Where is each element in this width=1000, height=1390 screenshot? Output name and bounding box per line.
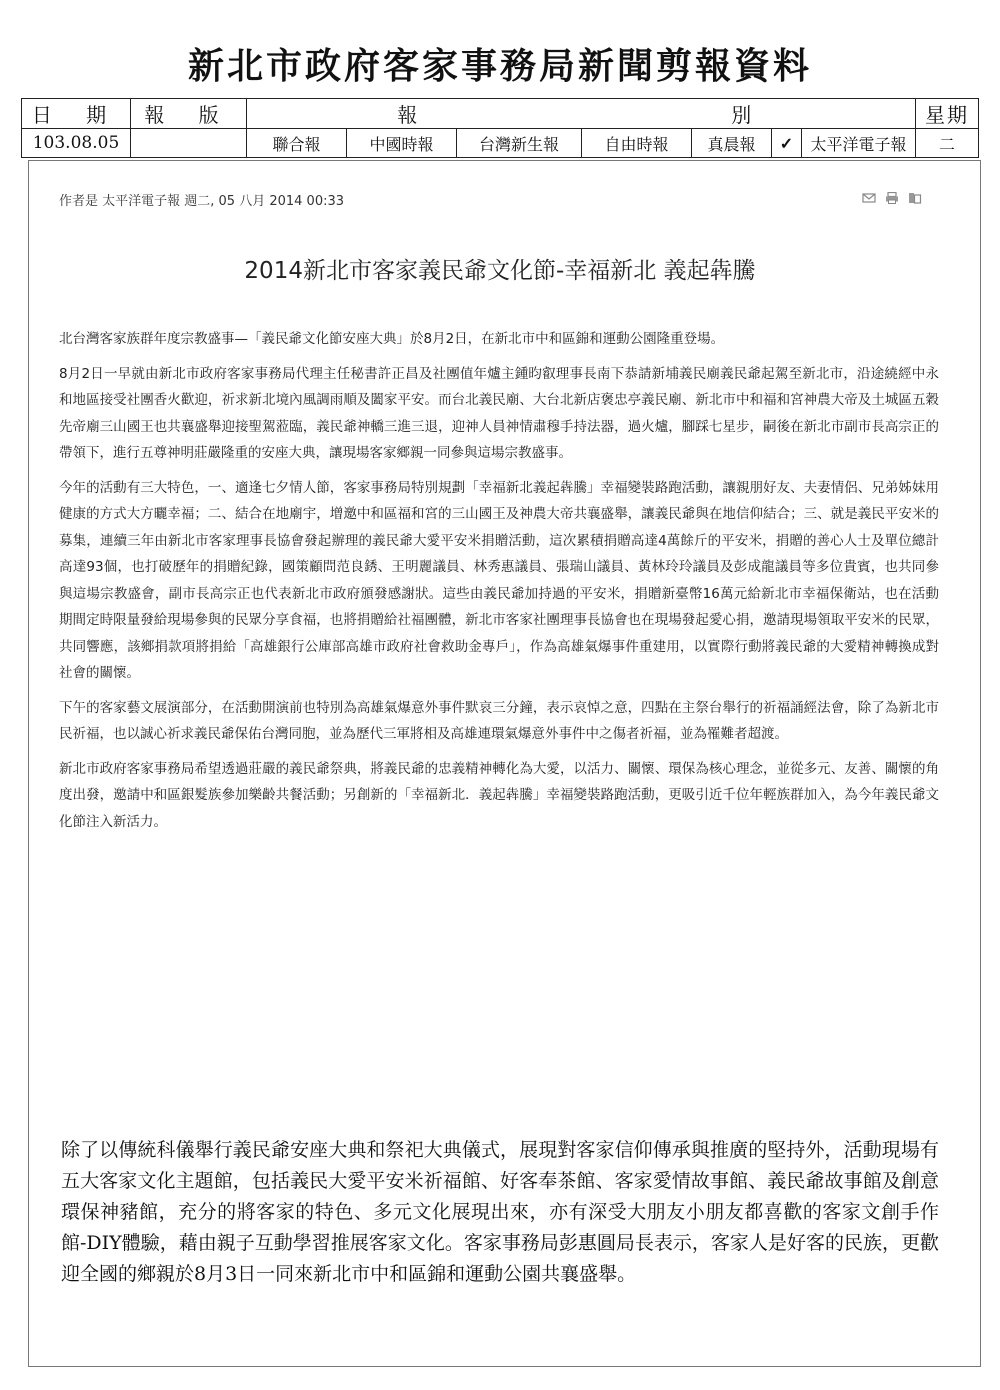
date-label: 日 期 bbox=[22, 99, 131, 129]
paper-option: 真晨報 bbox=[692, 129, 772, 158]
weekday-label: 星期 bbox=[916, 99, 979, 129]
article-byline: 作者是 太平洋電子報 週二, 05 八月 2014 00:33 bbox=[59, 194, 345, 209]
clipping-info-table bbox=[21, 98, 979, 158]
paper-label-left: 報 bbox=[247, 99, 582, 129]
clip-weekday: 二 bbox=[916, 129, 979, 158]
article-body bbox=[59, 326, 939, 843]
paper-option: 自由時報 bbox=[582, 129, 692, 158]
paper-option: 中國時報 bbox=[347, 129, 457, 158]
article-paragraph: 8月2日一早就由新北市政府客家事務局代理主任秘書許正昌及社團值年爐主鍾昀叡理事長南下恭請新埔義民廟義民爺起駕至新北市，沿途繞經中永和地區接受社團香火歡迎，祈求新北境內風調雨順及闔家平安。而台北義民廟、大台北新店褒忠亭義民廟、新北市中和福和宮神農大帝及土城區五穀先帝廟三山國王也共襄盛舉迎接聖駕蒞臨，義民爺神轎三進三退，迎神人員神情肅穆手持法器，過火爐，腳踩七星步，嗣後在新北市副市長高宗正的帶領下，進行五尊神明莊嚴隆重的安座大典，讓現場客家鄉親一同參與這場宗教盛事。 bbox=[59, 365, 939, 461]
pdf-icon[interactable] bbox=[908, 192, 922, 207]
check-mark-icon: ✓ bbox=[772, 129, 802, 158]
article-paragraph: 今年的活動有三大特色，一、適逢七夕情人節，客家事務局特別規劃「幸福新北義起犇騰」幸福變裝路跑活動，讓親朋好友、夫妻情侶、兄弟姊妹用健康的方式大方曬幸福；二、結合在地廟宇，增邀中和區福和宮的三山國王及神農大帝共襄盛舉，讓義民爺與在地信仰結合；三、就是義民平安米的募集，連續三年由新北市客家理事長協會發起辦理的義民爺大愛平安米捐贈活動，這次累積捐贈高達4萬餘斤的平安米，捐贈的善心人士及單位總計高達93個，也打破歷年的捐贈紀錄，國策顧問范良銹、王明麗議員、林秀惠議員、張瑞山議員、黃林玲玲議員及彭成龍議員等多位貴賓，也共同參與這場宗教盛會，副市長高宗正也代表新北市政府頒發感謝狀。這些由義民爺加持過的平安米，捐贈新臺幣16萬元給新北市幸福保衛站，也在活動期間定時限量發給現場參與的民眾分享食福，也將捐贈給社福團體，新北市客家社團理事長協會也在現場發起愛心捐，邀請現場領取平安米的民眾，共同響應，該鄉捐款項將捐給「高雄銀行公庫部高雄市政府社會救助金專戶」，作為高雄氣爆事件重建用，以實際行動將義民爺的大愛精神轉換成對社會的關懷。 bbox=[59, 479, 939, 681]
email-icon[interactable] bbox=[862, 192, 876, 207]
article-closing-paragraph: 除了以傳統科儀舉行義民爺安座大典和祭祀大典儀式，展現對客家信仰傳承與推廣的堅持外，活動現場有五大客家文化主題館，包括義民大愛平安米祈福館、好客奉茶館、客家愛情故事館、義民爺故事館及創意環保神豬館，充分的將客家的特色、多元文化展現出來，亦有深受大朋友小朋友都喜歡的客家文創手作館-DIY體驗，藉由親子互動學習推展客家文化。客家事務局彭惠圓局長表示，客家人是好客的民族，更歡迎全國的鄉親於8月3日一同來新北市中和區錦和運動公園共襄盛舉。 bbox=[61, 1139, 939, 1285]
paper-option: 台灣新生報 bbox=[457, 129, 582, 158]
article-paragraph: 下午的客家藝文展演部分，在活動開演前也特別為高雄氣爆意外事件默哀三分鐘，表示哀悼之意，四點在主祭台舉行的祈福誦經法會，除了為新北市民祈福，也以誠心祈求義民爺保佑台灣同胞，並為歷代三軍將相及高雄連環氣爆意外事件中之傷者祈福，並為罹難者超渡。 bbox=[59, 699, 939, 742]
paper-label-right: 別 bbox=[582, 99, 916, 129]
print-icon[interactable] bbox=[885, 192, 899, 207]
page-title: 新北市政府客家事務局新聞剪報資料 bbox=[187, 46, 812, 87]
edition-label: 報 版 bbox=[131, 99, 247, 129]
clip-date: 103.08.05 bbox=[22, 129, 131, 158]
paper-option: 聯合報 bbox=[247, 129, 347, 158]
article-headline: 2014新北市客家義民爺文化節-幸福新北 義起犇騰 bbox=[244, 258, 756, 284]
article-tools bbox=[862, 192, 922, 207]
article-paragraph: 新北市政府客家事務局希望透過莊嚴的義民爺祭典，將義民爺的忠義精神轉化為大愛，以活力、關懷、環保為核心理念，並從多元、友善、關懷的角度出發，邀請中和區銀髮族參加樂齡共餐活動；另創新的「幸福新北．義起犇騰」幸福變裝路跑活動，更吸引近千位年輕族群加入，為今年義民爺文化節注入新活力。 bbox=[59, 760, 939, 830]
clip-edition bbox=[131, 129, 247, 158]
paper-option-checked: 太平洋電子報 bbox=[802, 129, 916, 158]
article-paragraph: 北台灣客家族群年度宗教盛事—「義民爺文化節安座大典」於8月2日，在新北市中和區錦和運動公園隆重登場。 bbox=[59, 331, 725, 347]
